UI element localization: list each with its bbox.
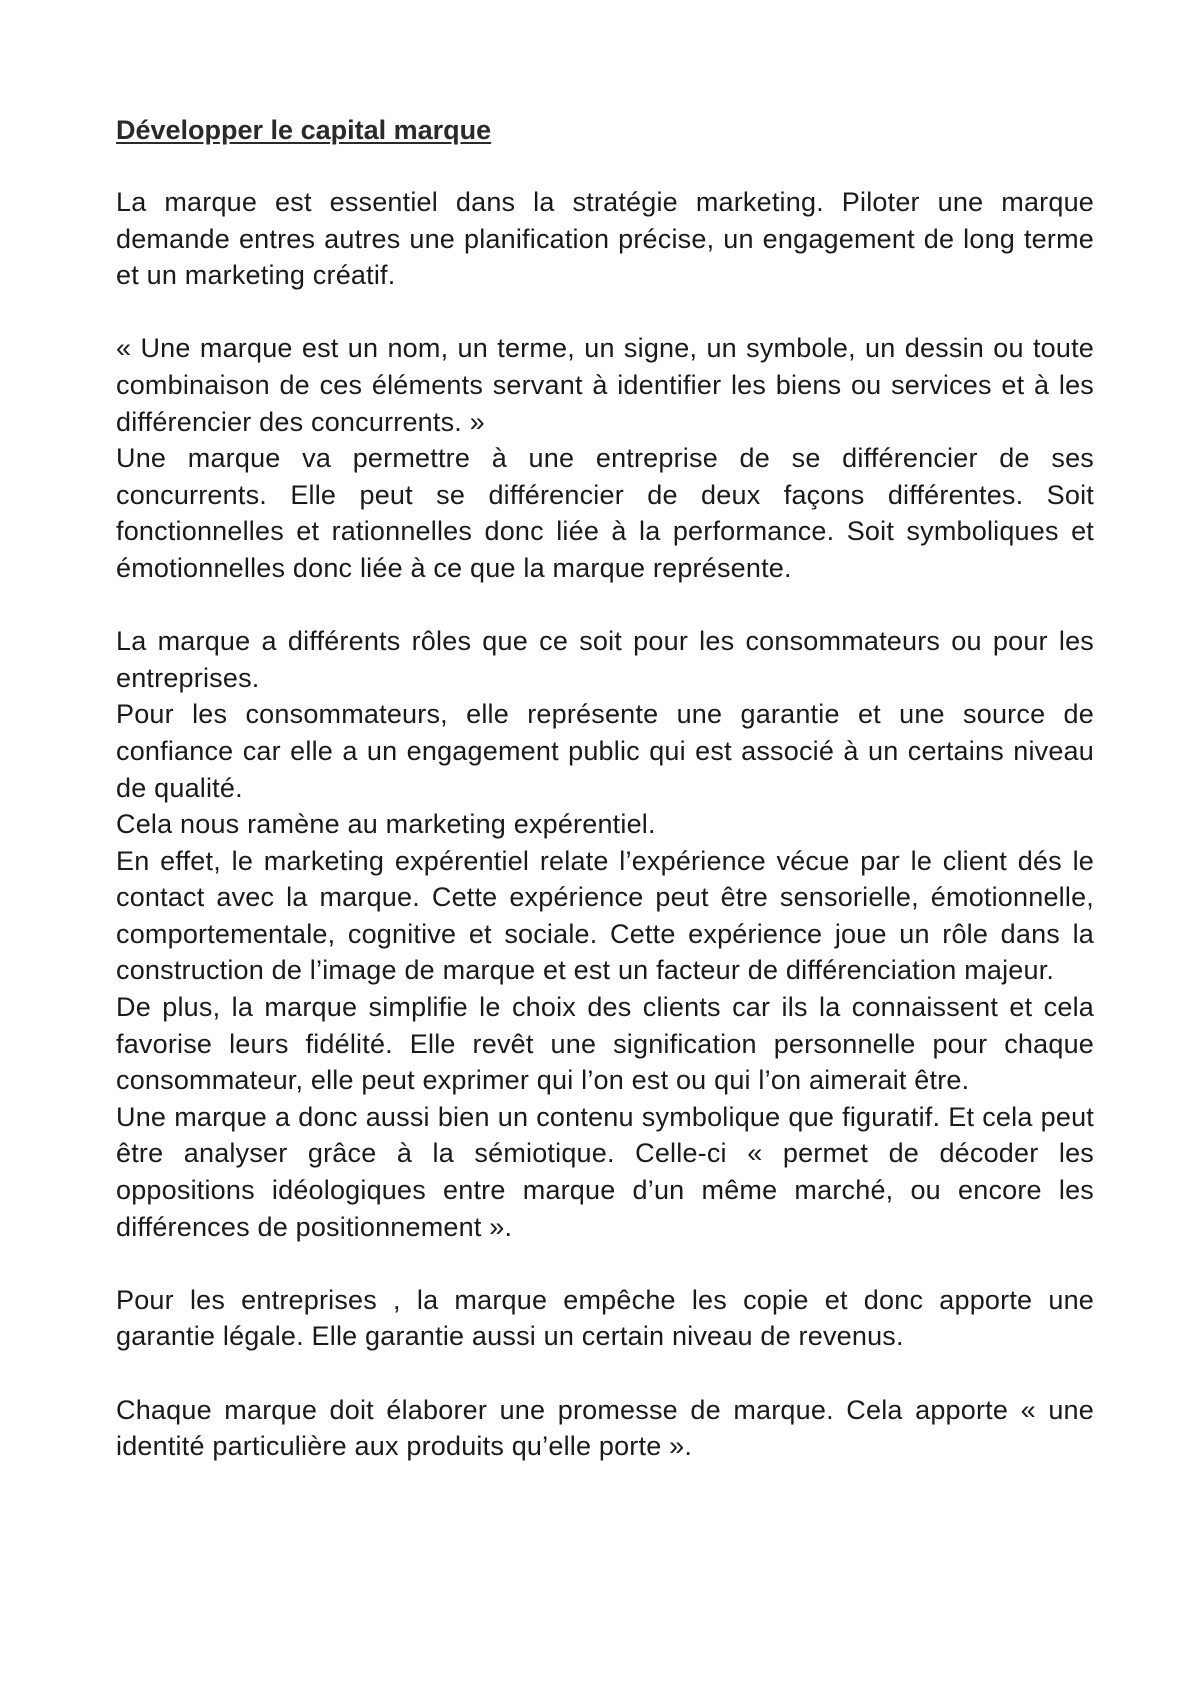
paragraph: Une marque a donc aussi bien un contenu symbolique que figuratif. Et cela peut être analyser grâce à la sémiotique. Celle-ci « permet de décoder les oppositions idéologiques entre marque d’un même marché, ou encore les différences de positionnement ». (116, 1101, 1094, 1242)
paragraph-spacer (116, 587, 1094, 624)
document-body (116, 184, 1094, 1465)
paragraph-spacer (116, 294, 1094, 331)
paragraph: Pour les consommateurs, elle représente une garantie et une source de confiance car elle a un engagement public qui est associé à un certains niveau de qualité. (116, 699, 1094, 803)
paragraph: La marque est essentiel dans la stratégie marketing. Piloter une marque demande entres autres une planification précise, un engagement de long terme et un marketing créatif. (116, 187, 1094, 291)
paragraph-spacer (116, 1245, 1094, 1282)
paragraph: Pour les entreprises , la marque empêche les copie et donc apporte une garantie légale. Elle garantie aussi un certain niveau de revenus. (116, 1284, 1094, 1352)
document-title: Développer le capital marque (116, 115, 492, 145)
paragraph: Cela nous ramène au marketing expérentiel. (116, 809, 656, 840)
paragraph: Une marque va permettre à une entreprise de se différencier de ses concurrents. Elle peut se différencier de deux façons différentes. Soit fonctionnelles et rationnelles donc liée à la performance. Soit symboliques et émotionnelles donc liée à ce que la marque représente. (116, 443, 1094, 583)
paragraph: « Une marque est un nom, un terme, un signe, un symbole, un dessin ou toute combinaison de ces éléments servant à identifier les biens ou services et à les différencier des concurrents. » (116, 333, 1094, 437)
paragraph: De plus, la marque simplifie le choix des clients car ils la connaissent et cela favorise leurs fidélité. Elle revêt une signification personnelle pour chaque consommateur, elle peut exprimer qui l’on est ou qui l’on aimerait être. (116, 992, 1094, 1096)
paragraph: Chaque marque doit élaborer une promesse de marque. Cela apporte « une identité particulière aux produits qu’elle porte ». (116, 1394, 1094, 1462)
paragraph: En effet, le marketing expérentiel relate l’expérience vécue par le client dés le contact avec la marque. Cette expérience peut être sensorielle, émotionnelle, comportementale, cognitive et sociale. Cette expérience joue un rôle dans la construction de l’image de marque et est un facteur de différenciation majeur. (116, 845, 1094, 986)
paragraph-spacer (116, 1355, 1094, 1392)
paragraph: La marque a différents rôles que ce soit pour les consommateurs ou pour les entreprises. (116, 626, 1094, 693)
document-page (116, 112, 1094, 1465)
